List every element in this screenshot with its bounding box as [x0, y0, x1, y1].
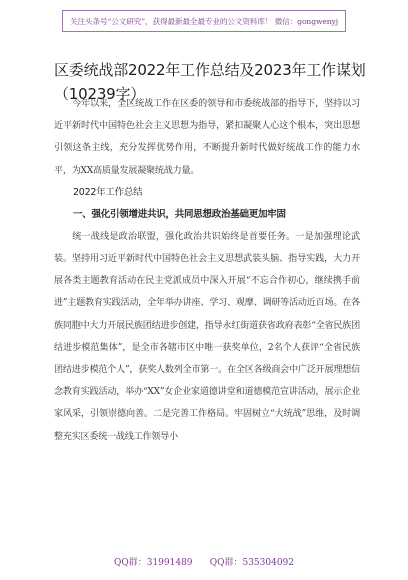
- header-banner: [62, 10, 346, 32]
- heading-1: 一、强化引领增进共识，共同思想政治基础更加牢固: [73, 208, 286, 220]
- banner-text: 关注头条号“公文研究”，获得最新最全最专业的公文资料库！ 微信：gongwenyj: [69, 16, 338, 26]
- document-title: 区委统战部2022年工作总结及2023年工作谋划（10239字）: [54, 61, 366, 103]
- footer: [0, 555, 408, 568]
- section-title: 2022年工作总结: [73, 186, 143, 198]
- footer-qq-group-1: QQ群：31991489: [113, 558, 193, 568]
- footer-qq-group-2: QQ群：535304092: [209, 558, 295, 568]
- paragraph-1: 统一战线是政治联盟，强化政治共识始终是首要任务。一是加强理论武装。坚持用习近平新时代中国特色社会主义思想武装头脑、指导实践，大力开展各类主题教育活动在民主党派成员中深入开展“不忘合作初心，继续携手前进”主题教育实践活动，全年举办讲座、学习、观摩、调研等活动近百场。在各族同胞中大力开展民族团结进步创建，指导永红街道获省政府表彰“全省民族团结进步模范集体”，是全市各辖市区中唯一获奖单位，2名个人获评“全省民族团结进步模范个人”，获奖人数列全市第一。在全区各级商会中广泛开展理想信念教育实践活动，举办“XX”女企业家道德讲堂和道德模范宣讲活动，展示企业家风采，引领崇德向善。二是完善工作格局。牢固树立“大统战”思维，及时调整充实区委统一战线工作领导小: [54, 231, 360, 442]
- intro-paragraph: 今年以来，全区统战工作在区委的领导和市委统战部的指导下，坚持以习近平新时代中国特色社会主义思想为指导，紧扣凝聚人心这个根本，突出思想引领这条主线，充分发挥优势作用，不断提升新时代做好统战工作的能力水平，为XX高质量发展凝聚统战力量。: [54, 99, 360, 176]
- document-body: [54, 93, 360, 448]
